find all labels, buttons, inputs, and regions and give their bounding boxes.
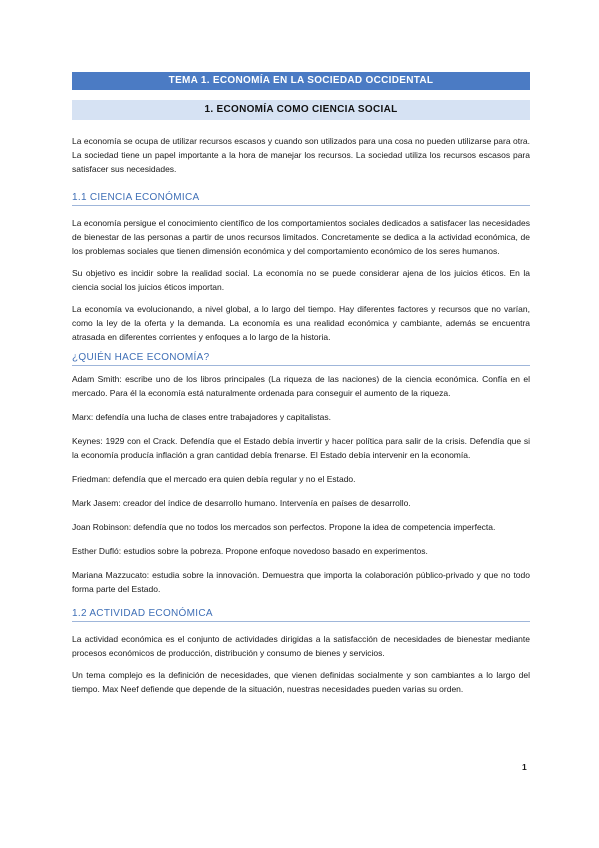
paragraph: La economía va evolucionando, a nivel global, a lo largo del tiempo. Hay diferentes factores y recursos que no varían, como la ley de la oferta y la demanda. La economía es una realidad económica y cambiante, además se encuentra atrasada en diferentes corrientes y enfoques a lo largo de la historia. bbox=[72, 304, 530, 342]
list-item: Adam Smith: escribe uno de los libros principales (La riqueza de las naciones) de la ciencia económica. Confía en el mercado. Para él la economía está naturalmente ordenada para conseguir el aumento de la riqueza. bbox=[72, 374, 530, 398]
list-item: Mark Jasem: creador del índice de desarrollo humano. Intervenía en países de desarrollo. bbox=[72, 498, 411, 508]
list-item: Joan Robinson: defendía que no todos los mercados son perfectos. Propone la idea de competencia imperfecta. bbox=[72, 522, 496, 532]
heading-actividad-economica: 1.2 ACTIVIDAD ECONÓMICA bbox=[72, 608, 530, 622]
paragraph: La actividad económica es el conjunto de actividades dirigidas a la satisfacción de necesidades de bienestar mediante procesos económicos de producción, distribución y consumo de bienes y servicios. bbox=[72, 634, 530, 658]
list-item: Keynes: 1929 con el Crack. Defendía que el Estado debía invertir y hacer política para salir de la crisis. Defendía que si la economía producía inflación a gran cantidad debía frenarse. El Estado debía intervenir en la economía. bbox=[72, 436, 530, 460]
list-item: Esther Dufló: estudios sobre la pobreza. Propone enfoque novedoso basado en experimentos. bbox=[72, 546, 428, 556]
section-banner: 1. ECONOMÍA COMO CIENCIA SOCIAL bbox=[72, 100, 530, 120]
heading-quien-hace-economia: ¿QUIÉN HACE ECONOMÍA? bbox=[72, 352, 530, 366]
paragraph: Un tema complejo es la definición de necesidades, que vienen definidas socialmente y son cambiantes a lo largo del tiempo. Max Neef defiende que depende de la situación, nuestras necesidades pueden varias su orden. bbox=[72, 670, 530, 694]
page-number: 1 bbox=[522, 762, 527, 772]
intro-paragraph: La economía se ocupa de utilizar recursos escasos y cuando son utilizados para una cosa no pueden utilizarse para otra. La sociedad tiene un papel importante a la hora de manejar los recursos. La sociedad utiliza los recursos escasos para satisfacer sus necesidades. bbox=[72, 136, 530, 174]
list-item: Mariana Mazzucato: estudia sobre la innovación. Demuestra que importa la colaboración público-privado y que no todo forma parte del Estado. bbox=[72, 570, 530, 594]
list-item: Friedman: defendía que el mercado era quien debía regular y no el Estado. bbox=[72, 474, 356, 484]
heading-ciencia-economica: 1.1 CIENCIA ECONÓMICA bbox=[72, 192, 530, 206]
chapter-banner: TEMA 1. ECONOMÍA EN LA SOCIEDAD OCCIDENTAL bbox=[72, 72, 530, 90]
paragraph: La economía persigue el conocimiento científico de los comportamientos sociales dedicados a satisfacer las necesidades de bienestar de las personas a partir de unos recursos limitados. Concretamente se dedica a la actividad económica, de los problemas sociales que tienen dimensión económica y del comportamiento económico de los seres humanos. bbox=[72, 218, 530, 256]
document-page bbox=[72, 72, 530, 696]
paragraph: Su objetivo es incidir sobre la realidad social. La economía no se puede considerar ajena de los juicios éticos. En la ciencia social los juicios éticos importan. bbox=[72, 268, 530, 292]
list-item: Marx: defendía una lucha de clases entre trabajadores y capitalistas. bbox=[72, 412, 331, 422]
